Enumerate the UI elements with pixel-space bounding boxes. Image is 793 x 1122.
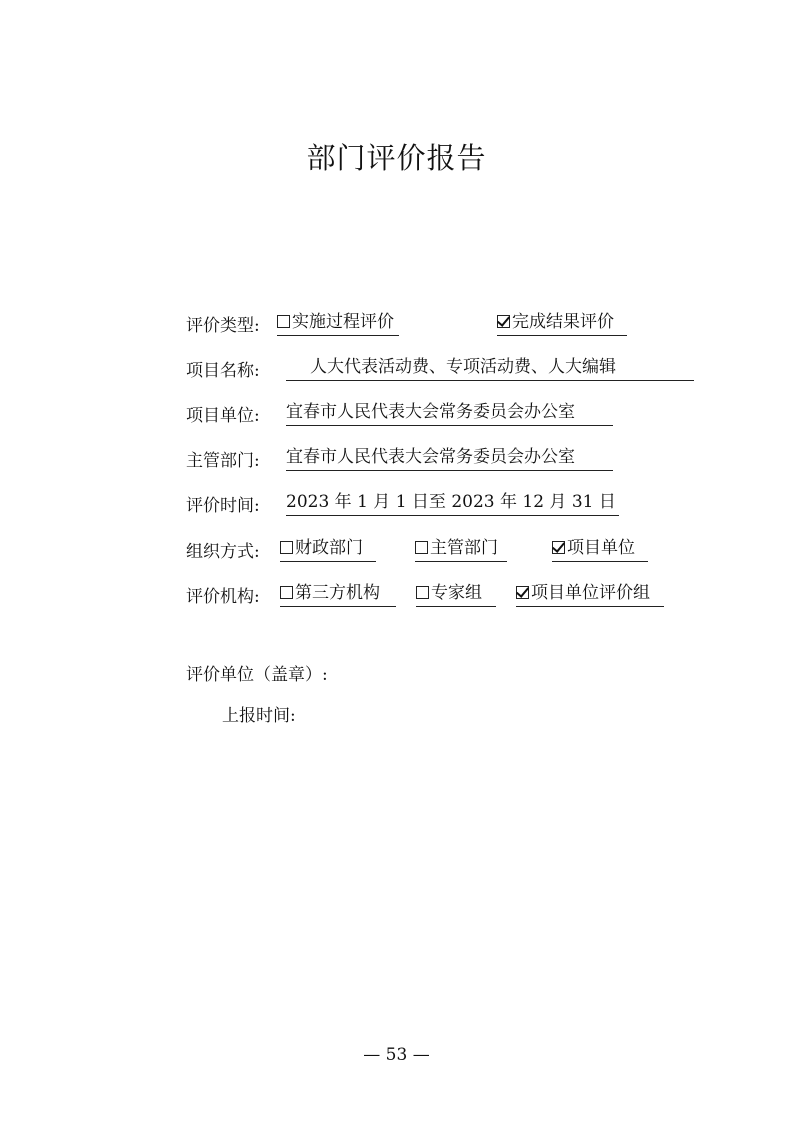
eval-agency-option-unit-group[interactable] [516,582,664,607]
option-label: 实施过程评价 [292,312,394,332]
option-label: 财政部门 [295,538,363,558]
org-method-option-supervisor[interactable] [415,537,507,562]
page-number: — 53 — [363,1045,430,1065]
eval-type-option-result[interactable] [497,311,627,336]
checkbox-checked-icon[interactable] [552,541,565,554]
option-label: 第三方机构 [295,583,380,603]
option-label: 项目单位评价组 [531,583,650,603]
checkbox-unchecked-icon[interactable] [277,315,290,328]
option-label: 专家组 [431,583,482,603]
checkbox-unchecked-icon[interactable] [280,586,293,599]
page-title: 部门评价报告 [306,141,487,175]
checkbox-unchecked-icon[interactable] [415,541,428,554]
project-unit-label: 项目单位: [186,406,260,426]
eval-type-label: 评价类型: [186,316,260,336]
option-label: 主管部门 [430,538,498,558]
project-unit-value: 宜春市人民代表大会常务委员会办公室 [286,401,613,426]
project-name-value: 人大代表活动费、专项活动费、人大编辑 [286,356,694,381]
eval-time-label: 评价时间: [186,496,260,516]
org-method-label: 组织方式: [186,542,260,562]
eval-agency-option-experts[interactable] [416,582,496,607]
supervisor-value: 宜春市人民代表大会常务委员会办公室 [286,446,613,471]
option-label: 项目单位 [567,538,635,558]
org-method-option-finance[interactable] [280,537,376,562]
checkbox-unchecked-icon[interactable] [280,541,293,554]
eval-time-value: 2023 年 1 月 1 日至 2023 年 12 月 31 日 [286,491,619,516]
supervisor-label: 主管部门: [186,451,260,471]
seal-label: 评价单位（盖章）: [186,665,328,685]
option-label: 完成结果评价 [512,312,614,332]
project-name-label: 项目名称: [186,361,260,381]
checkbox-checked-icon[interactable] [497,315,510,328]
checkbox-checked-icon[interactable] [516,586,529,599]
eval-type-option-process[interactable] [277,311,399,336]
report-time-label: 上报时间: [222,706,296,726]
checkbox-unchecked-icon[interactable] [416,586,429,599]
eval-agency-label: 评价机构: [186,587,260,607]
org-method-option-unit[interactable] [552,537,648,562]
eval-agency-option-third-party[interactable] [280,582,396,607]
